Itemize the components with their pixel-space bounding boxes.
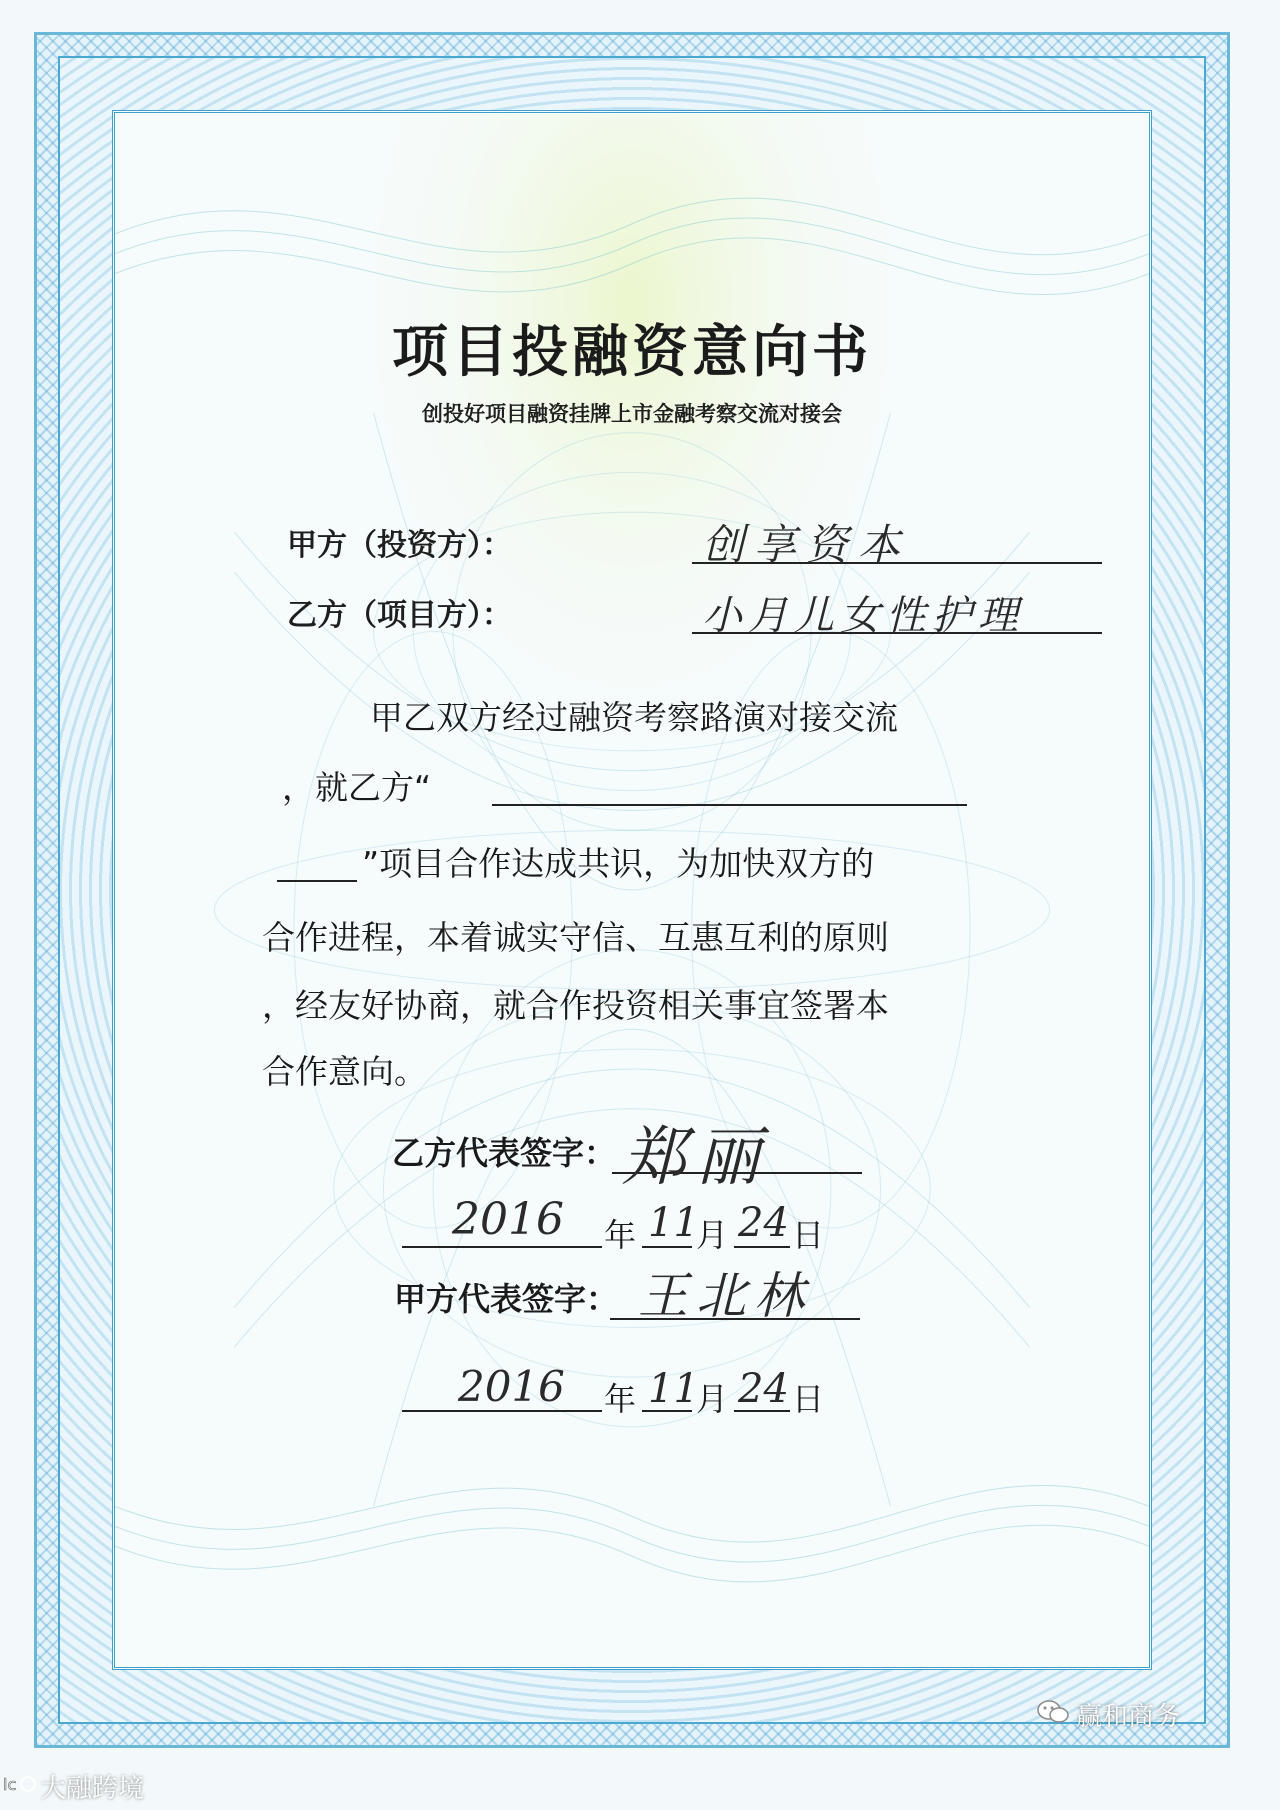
- body-line-6: 合作意向。: [262, 1052, 427, 1091]
- party-a-rep-label: 甲方代表签字：: [394, 1280, 619, 1318]
- watermark-right: 赢和商务: [1076, 1702, 1181, 1732]
- watermark-left: 大融跨境: [40, 1774, 145, 1804]
- party-b-row: [287, 580, 1107, 640]
- body-line-4: 合作进程，本着诚实守信、互惠互利的原则: [262, 918, 889, 957]
- party-a-label: 甲方（投资方）：: [287, 528, 512, 563]
- party-b-year-line: [402, 1246, 602, 1248]
- party-b-day-char: 日: [792, 1216, 825, 1254]
- party-b-label: 乙方（项目方）：: [287, 598, 512, 633]
- party-a-date-month: 11: [648, 1366, 699, 1412]
- party-b-month-char: 月: [696, 1216, 729, 1254]
- wechat-icon: [1036, 1698, 1070, 1726]
- party-a-handwritten-name: 创享资本: [702, 520, 911, 569]
- party-a-day-char: 日: [792, 1380, 825, 1418]
- svg-text:lc: lc: [3, 1775, 17, 1794]
- body-line-5: ，经友好协商，就合作投资相关事宜签署本: [262, 986, 889, 1025]
- party-b-signature: 郑丽: [622, 1121, 770, 1195]
- party-b-day-line: [734, 1246, 790, 1248]
- body-line-3: ”项目合作达成共识，为加快双方的: [362, 844, 875, 883]
- brand-logo-icon: [2, 1770, 36, 1798]
- party-b-date-year: 2016: [452, 1194, 564, 1245]
- party-a-date-year: 2016: [458, 1362, 565, 1411]
- party-b-rep-label: 乙方代表签字：: [392, 1134, 617, 1172]
- body-line-1: 甲乙双方经过融资考察路演对接交流: [370, 698, 898, 737]
- document-subtitle: 创投好项目融资挂牌上市金融考察交流对接会: [422, 401, 842, 426]
- party-b-date-day: 24: [738, 1200, 789, 1246]
- project-name-blank-line-2: [277, 880, 357, 882]
- party-b-year-char: 年: [604, 1216, 637, 1254]
- project-name-blank-line-1: [492, 804, 967, 806]
- party-a-date-day: 24: [738, 1366, 789, 1412]
- party-b-handwritten-name: 小月儿女性护理: [702, 593, 1024, 639]
- party-a-year-char: 年: [604, 1380, 637, 1418]
- party-a-signature: 王北林: [638, 1267, 812, 1325]
- party-a-month-char: 月: [696, 1380, 729, 1418]
- document-title: 项目投融资意向书: [392, 319, 872, 385]
- party-b-month-line: [642, 1246, 692, 1248]
- document-content: [112, 110, 1152, 1670]
- party-a-row: [287, 510, 1107, 570]
- body-line-2: ，就乙方“: [282, 768, 432, 807]
- party-b-date-month: 11: [648, 1200, 699, 1246]
